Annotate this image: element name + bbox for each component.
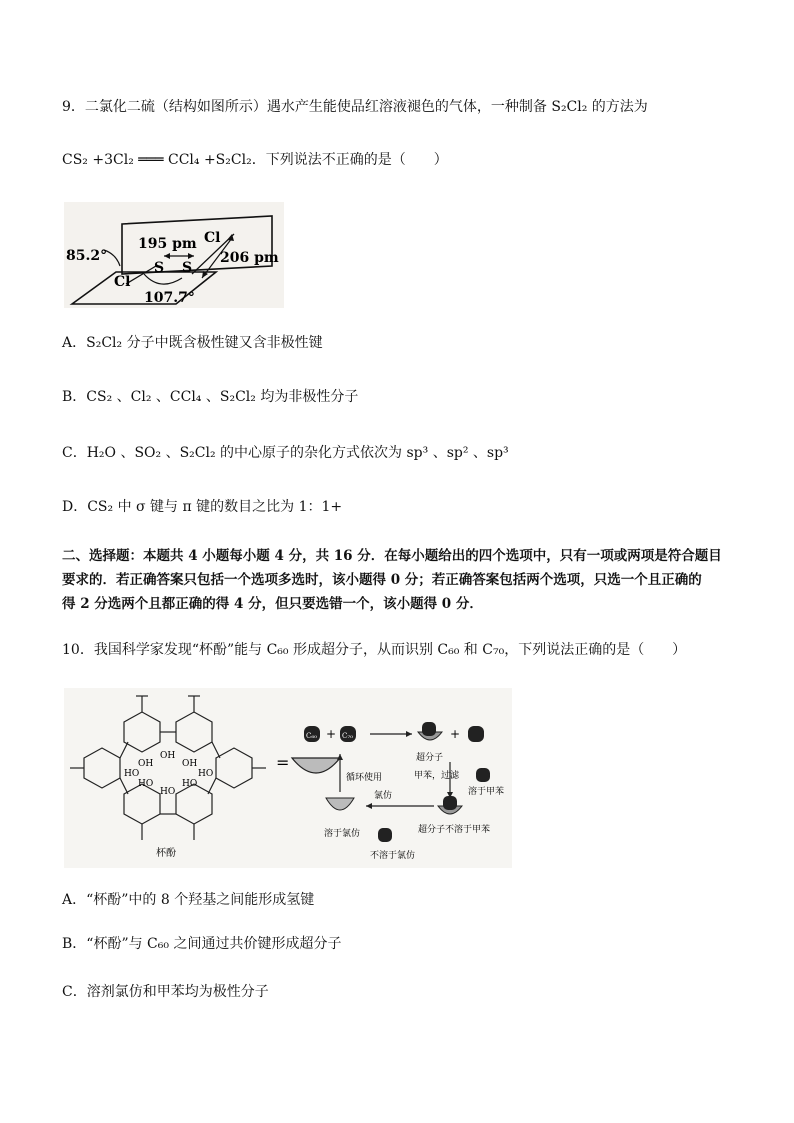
angle-label-1: 85.2° xyxy=(66,248,108,264)
ho-label: HO xyxy=(198,769,214,779)
cl-left-label: Cl xyxy=(114,274,131,290)
oh-label: OH xyxy=(182,759,198,769)
ho-label: HO xyxy=(160,787,176,797)
q10-option-c: C．溶剂氯仿和甲苯均为极性分子 xyxy=(62,984,269,1000)
ho-label: HO xyxy=(182,779,198,789)
dissolve-chloroform-label: 溶于氯仿 xyxy=(324,829,361,839)
section2-line1: 二、选择题：本题共 4 小题每小题 4 分，共 16 分．在每小题给出的四个选项中，只有一项或两项是符合题目 xyxy=(62,548,722,564)
supramolecule-label: 超分子 xyxy=(416,753,444,763)
q9-option-c: C．H₂O 、SO₂ 、S₂Cl₂ 的中心原子的杂化方式依次为 sp³ 、sp² 、sp³ xyxy=(62,445,509,461)
toluene-filter-label: 甲苯，过滤 xyxy=(414,771,460,781)
q9-option-d: D．CS₂ 中 σ 键与 π 键的数目之比为 1：1+ xyxy=(62,499,343,515)
cl-top-label: Cl xyxy=(204,230,221,246)
plus-sign-2: + xyxy=(450,727,461,741)
bond-length-ss-label: 195 pm xyxy=(138,236,197,252)
c70-icon-2 xyxy=(468,726,484,742)
q9-option-b: B．CS₂ 、Cl₂ 、CCl₄ 、S₂Cl₂ 均为非极性分子 xyxy=(62,389,359,405)
angle-label-2: 107.7° xyxy=(144,290,195,306)
s-right-label: S xyxy=(182,260,193,276)
supramolecule-icon xyxy=(422,722,436,736)
q9-stem-line1: 9．二氯化二硫（结构如图所示）遇水产生能使品红溶液褪色的气体，一种制备 S₂Cl₂ 的方法为 xyxy=(62,99,648,115)
q9-stem-line2: CS₂ +3Cl₂ ═══ CCl₄ +S₂Cl₂．下列说法不正确的是（ ） xyxy=(62,152,448,168)
s2cl2-structure-figure xyxy=(64,202,284,308)
q9-option-a: A．S₂Cl₂ 分子中既含极性键又含非极性键 xyxy=(62,335,323,351)
q10-stem: 10．我国科学家发现“杯酚”能与 C₆₀ 形成超分子，从而识别 C₆₀ 和 C₇₀，下列说法正确的是（ ） xyxy=(62,642,687,658)
supramolecule-icon-2 xyxy=(443,796,457,810)
bond-length-scl-label: 206 pm xyxy=(220,250,279,266)
equals-sign: = xyxy=(276,753,290,772)
chloroform-label: 氯仿 xyxy=(374,791,393,801)
c60-label: C₆₀ xyxy=(306,732,317,740)
q10-option-a: A．“杯酚”中的 8 个羟基之间能形成氢键 xyxy=(62,892,315,908)
calixarene-label: 杯酚 xyxy=(156,848,176,859)
section2-line3: 得 2 分选两个且都正确的得 4 分，但只要选错一个，该小题得 0 分． xyxy=(62,596,483,612)
oh-label: OH xyxy=(160,751,176,761)
insoluble-chloroform-label: 不溶于氯仿 xyxy=(370,851,416,861)
s-left-label: S xyxy=(154,260,165,276)
supra-insoluble-label: 超分子不溶于甲苯 xyxy=(418,825,491,835)
calixarene-figure xyxy=(64,688,512,868)
c70-label: C₇₀ xyxy=(342,732,353,740)
oh-label: OH xyxy=(138,759,154,769)
ho-label: HO xyxy=(138,779,154,789)
c70-dissolved-icon xyxy=(476,768,490,782)
recycle-label: 循环使用 xyxy=(346,773,383,783)
c60-released-icon xyxy=(378,828,392,842)
q10-option-b: B．“杯酚”与 C₆₀ 之间通过共价键形成超分子 xyxy=(62,936,342,952)
section2-line2: 要求的．若正确答案只包括一个选项多选时，该小题得 0 分；若正确答案包括两个选项，只选一个且正确的 xyxy=(62,572,702,588)
dissolve-toluene-label: 溶于甲苯 xyxy=(468,787,505,797)
ho-label: HO xyxy=(124,769,140,779)
plus-sign: + xyxy=(326,727,337,741)
